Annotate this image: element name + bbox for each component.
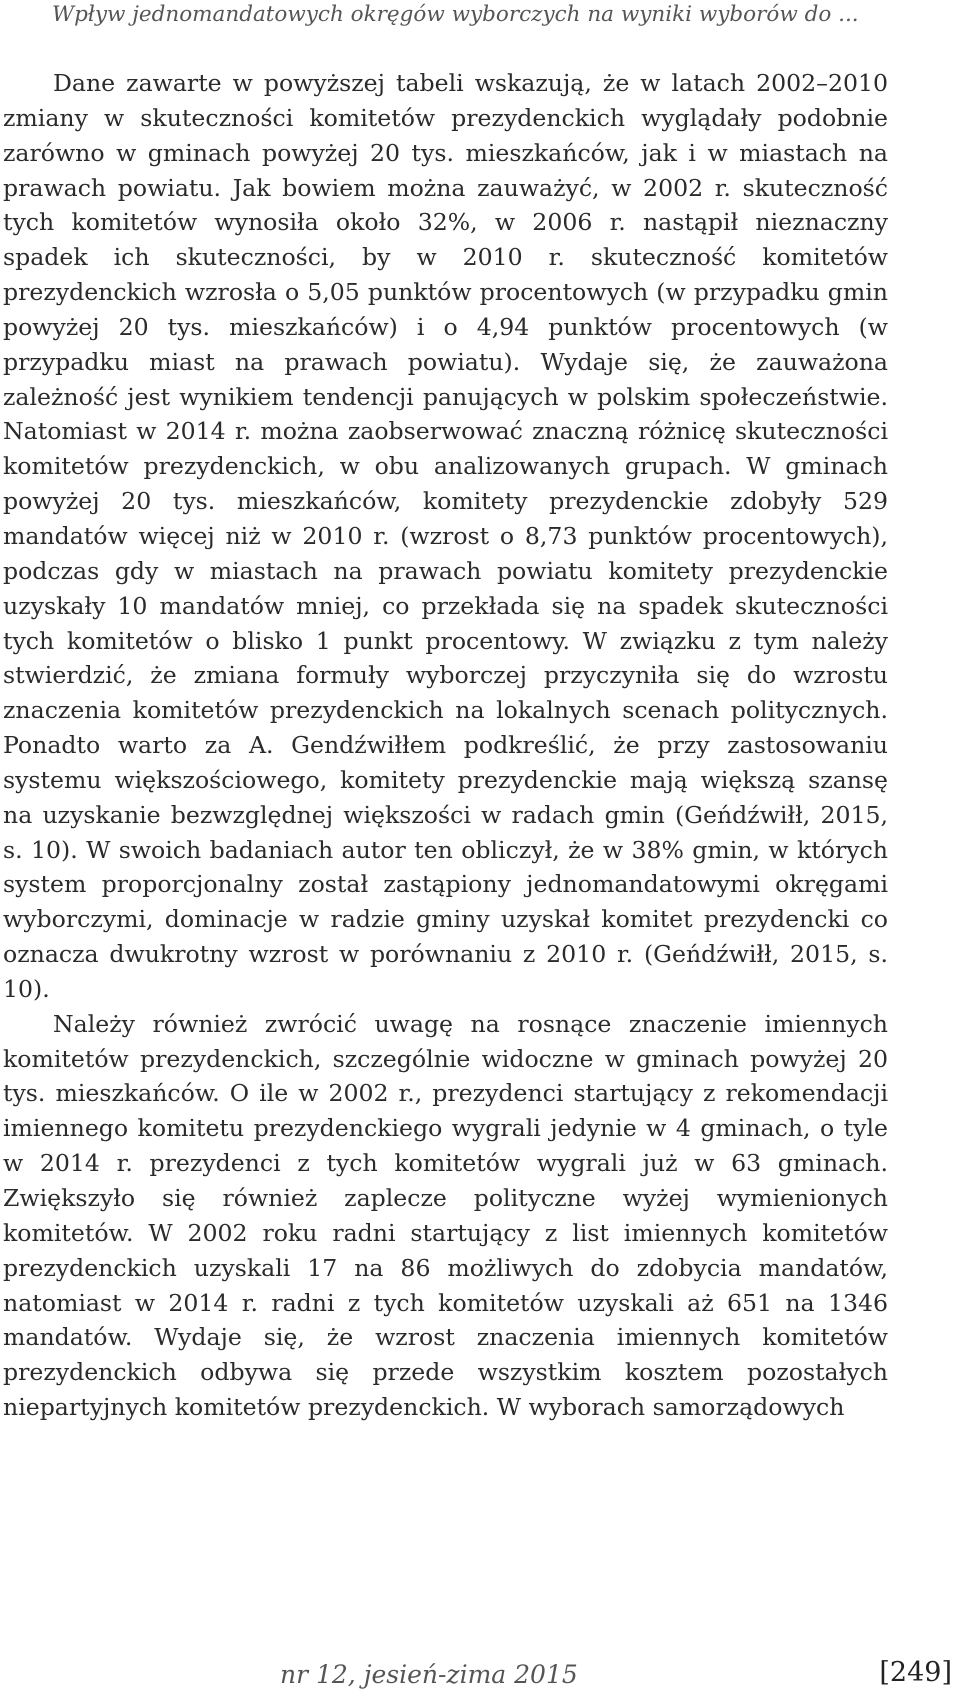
paragraph-2: Należy również zwrócić uwagę na rosnące znaczenie imiennych komitetów prezydenckich, szczególnie widoczne w gminach powyżej 20 tys. mieszkańców. O ile w 2002 r., prezydenci startujący z rekomendacji imiennego komitetu prezydenckiego wygrali jedynie w 4 gminach, o tyle w 2014 r. prezydenci z tych komitetów wygrali już w 63 gminach. Zwiększyło się również zaplecze polityczne wyżej wymienionych komitetów. W 2002 roku radni startujący z list imiennych komitetów prezydenckich uzyskali 17 na 86 możliwych do zdobycia mandatów, natomiast w 2014 r. radni z tych komitetów uzyskali aż 651 na 1346 mandatów. Wydaje się, że wzrost znaczenia imiennych komitetów prezydenckich odbywa się przede wszystkim kosztem pozostałych niepartyjnych komitetów prezydenckich. W wyborach samorządowych <box>3 1009 888 1422</box>
footer-journal-issue: nr 12, jesień-zima 2015 <box>280 1660 578 1689</box>
running-header: Wpływ jednomandatowych okręgów wyborczych na wyniki wyborów do ... <box>52 2 859 27</box>
page-number: [249] <box>879 1657 952 1688</box>
body-text <box>3 66 888 1425</box>
paragraph-1: Dane zawarte w powyższej tabeli wskazują, że w latach 2002–2010 zmiany w skuteczności komitetów prezydenckich wyglądały podobnie zarówno w gminach powyżej 20 tys. mieszkańców, jak i w miastach na prawach powiatu. Jak bowiem można zauważyć, w 2002 r. skuteczność tych komitetów wynosiła około 32%, w 2006 r. nastąpił nieznaczny spadek ich skuteczności, by w 2010 r. skuteczność komitetów prezydenckich wzrosła o 5,05 punktów procentowych (w przypadku gmin powyżej 20 tys. mieszkańców) i o 4,94 punktów procentowych (w przypadku miast na prawach powiatu). Wydaje się, że zauważona zależność jest wynikiem tendencji panujących w polskim społeczeństwie. Natomiast w 2014 r. można zaobserwować znaczną różnicę skuteczności komitetów prezydenckich, w obu analizowanych grupach. W gminach powyżej 20 tys. mieszkańców, komitety prezydenckie zdobyły 529 mandatów więcej niż w 2010 r. (wzrost o 8,73 punktów procentowych), podczas gdy w miastach na prawach powiatu komitety prezydenckie uzyskały 10 mandatów mniej, co przekłada się na spadek skuteczności tych komitetów o blisko 1 punkt procentowy. W związku z tym należy stwierdzić, że zmiana formuły wyborczej przyczyniła się do wzrostu znaczenia komitetów prezydenckich na lokalnych scenach politycznych. Ponadto warto za A. Gendźwiłłem podkreślić, że przy zastosowaniu systemu większościowego, komitety prezydenckie mają większą szansę na uzyskanie bezwzględnej większości w radach gmin (Geńdźwiłł, 2015, s. 10). W swoich badaniach autor ten obliczył, że w 38% gmin, w których system proporcjonalny został zastąpiony jednomandatowymi okręgami wyborczymi, dominacje w radzie gminy uzyskał komitet prezydencki co oznacza dwukrotny wzrost w porównaniu z 2010 r. (Geńdźwiłł, 2015, s. 10). <box>3 69 888 1003</box>
